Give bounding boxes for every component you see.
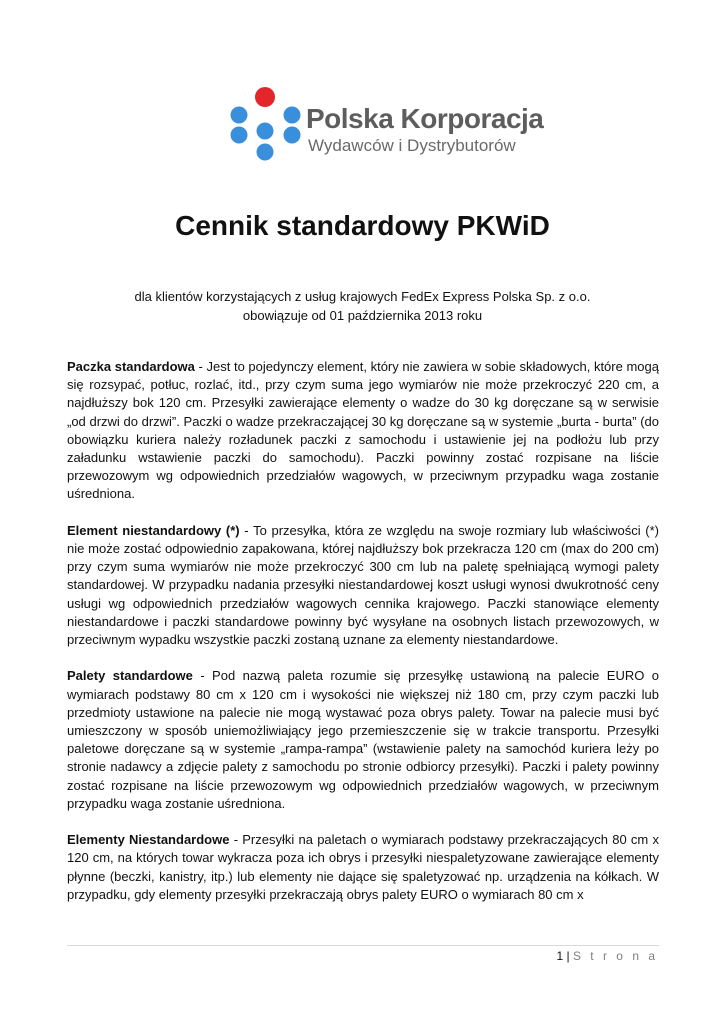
- section-paczka-standardowa: [67, 358, 659, 504]
- page-label: S t r o n a: [572, 949, 658, 963]
- intro-line-valid-from: obowiązuje od 01 października 2013 roku: [242, 308, 483, 323]
- section-element-niestandardowy: [67, 522, 659, 649]
- intro-line-clients: dla klientów korzystających z usług krajowych FedEx Express Polska Sp. z o.o.: [134, 289, 591, 304]
- section-text: - To przesyłka, która ze względu na swoje rozmiary lub właściwości (*) nie może zostać odpowiednio zapakowana, której najdłuższy bok przekracza 120 cm (max do 200 cm) przy czym suma wymiarów nie może przekroczyć 300 cm lub na paletę spełniającą wymogi palety standardowej. W przypadku nadania przesyłki niestandardowej koszt usługi wynosi dwukrotność ceny usługi wg odpowiednich przedziałów wagowych cennika krajowego. Paczki stanowiące elementy niestandardowe i paczki standardowe powinny być wysyłane na osobnych listach przewozowych, w przeciwnym wypadku wszystkie paczki zostaną uznane za elementy niestandardowe.: [67, 522, 659, 648]
- section-elementy-niestandardowe: [67, 831, 659, 904]
- section-heading: Element niestandardowy (*): [67, 522, 240, 538]
- logo-dots-icon: [226, 86, 304, 166]
- logo-company-subtitle: Wydawców i Dystrybutorów: [308, 136, 516, 155]
- section-palety-standardowe: [67, 667, 659, 813]
- section-text: - Jest to pojedynczy element, który nie zawiera w sobie składowych, które mogą się rozsypać, potłuc, rozlać, itd., przy czym suma jego wymiarów nie może przekroczyć 220 cm, a najdłuższy bok 120 cm. Przesyłki zawierające elementy o wadze do 30 kg doręczane są w serwisie „od drzwi do drzwi”. Paczki o wadze przekraczającej 30 kg doręczane są w systemie „burta - burta” (do obowiązku kuriera należy rozładunek paczki z samochodu i ustawienie jej na podłożu lub przy załadunku wstawienie paczki do samochodu). Paczki powinny zostać rozpisane na liście przewozowym wg odpowiednich przedziałów wagowych, w przeciwnym przypadku waga zostanie uśredniona.: [67, 359, 659, 502]
- document-title: Cennik standardowy PKWiD: [175, 210, 550, 241]
- section-heading: Palety standardowe: [67, 668, 193, 684]
- section-heading: Paczka standardowa: [67, 359, 195, 374]
- footer-divider: [67, 945, 659, 946]
- footer-separator: |: [566, 949, 570, 963]
- section-text: - Pod nazwą paleta rozumie się przesyłkę ustawioną na palecie EURO o wymiarach podstawy 80 cm x 120 cm i wysokości nie większej niż 180 cm, przy czym paczki lub przedmioty ustawione na palecie nie mogą wystawać poza obrys palety. Towar na palecie musi być umieszczony w sposób uniemożliwiający jego przemieszczenie się w trakcie transportu. Przesyłki paletowe doręczane są w systemie „rampa-rampa” (wstawienie palety na samochód kuriera leży po stronie nadawcy a zdjęcie palety z samochodu po stronie odbiorcy przesyłki). Paczki i palety powinny zostać rozpisane na liście przewozowym wg odpowiednich przedziałów wagowych, w przeciwnym przypadku waga zostanie uśredniona.: [67, 668, 659, 811]
- section-heading: Elementy Niestandardowe: [67, 832, 230, 848]
- logo-company-name: Polska Korporacja: [306, 103, 544, 134]
- document-intro: [0, 287, 725, 325]
- page-footer: [556, 948, 658, 964]
- document-body: [67, 358, 659, 922]
- section-text: - Przesyłki na paletach o wymiarach podstawy przekraczających 80 cm x 120 cm, na których towar wykracza poza ich obrys i przesyłki niespaletyzowane zawierające elementy płynne (beczki, kanistry, itp.) lub elementy nie dające się spaletyzować np. urządzenia na kółkach. W przypadku, gdy elementy przesyłki przekraczają obrys palety EURO o wymiarach 80 cm x: [67, 832, 659, 902]
- company-logo: [226, 86, 544, 166]
- page-number: 1: [556, 949, 564, 963]
- logo-dot-red: [255, 87, 275, 107]
